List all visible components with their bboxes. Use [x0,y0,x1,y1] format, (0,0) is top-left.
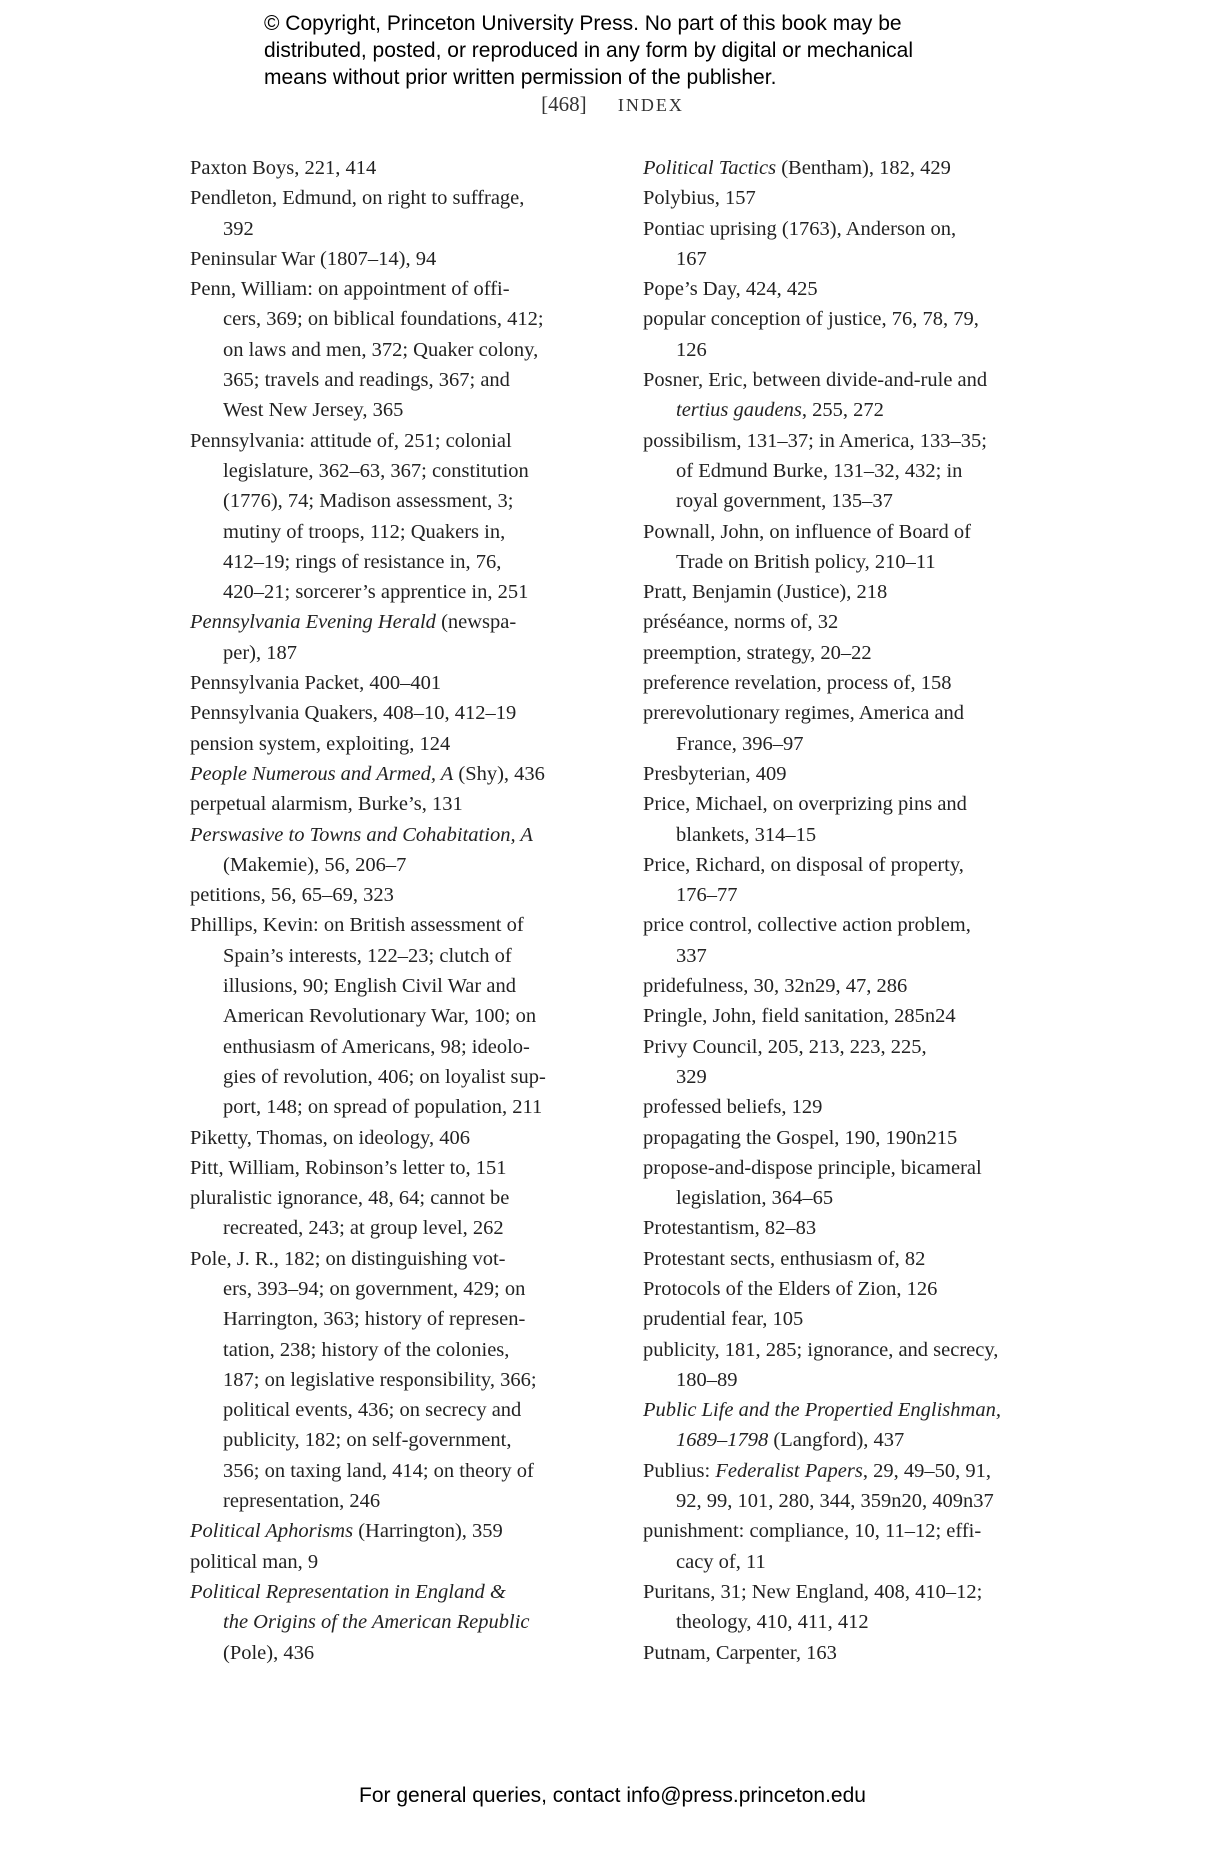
copyright-line: means without prior written permission of the publisher. [264,66,777,89]
copyright-line: © Copyright, Princeton University Press. No part of this book may be [264,12,902,35]
index-entry [190,1516,620,1546]
index-entry-line: pridefulness, 30, 32n29, 47, 286 [643,975,908,998]
index-entry-line: blankets, 314–15 [676,823,817,846]
index-entry [643,1304,1073,1334]
index-entry-line: Pennsylvania Quakers, 408–10, 412–19 [190,702,517,725]
page-number: [468] [541,92,587,116]
index-entry-line [643,153,1073,183]
index-entry [643,1032,1073,1093]
index-entry-line: Pratt, Benjamin (Justice), 218 [643,581,888,604]
italic-title: 1689–1798 [676,1429,769,1452]
index-entry-line: (Pole), 436 [223,1641,315,1664]
index-entry [190,698,620,728]
index-entry-line: Paxton Boys, 221, 414 [190,157,377,179]
index-entry-line: publicity, 181, 285; ignorance, and secrecy, [643,1338,999,1361]
index-entry-line: Pendleton, Edmund, on right to suffrage, [190,187,525,210]
index-entry [190,1183,620,1244]
index-entry-line: Posner, Eric, between divide-and-rule and [643,369,988,392]
index-entry [190,729,620,759]
index-entry-line: propagating the Gospel, 190, 190n215 [643,1126,958,1149]
copyright-line: distributed, posted, or reproduced in any form by digital or mechanical [264,39,914,62]
index-entry-line: legislation, 364–65 [676,1187,834,1210]
index-entry [643,1092,1073,1122]
index-entry [190,820,620,881]
index-entry-line: legislature, 362–63, 367; constitution [223,459,529,482]
index-entry [643,1395,1073,1456]
italic-title: Pennsylvania Evening Herald [190,611,436,634]
index-entry-line [190,820,620,850]
index-entry [643,1577,1073,1638]
index-entry-line: Pringle, John, field sanitation, 285n24 [643,1005,956,1028]
index-entry [643,365,1073,426]
index-entry [643,214,1073,275]
italic-title: People Numerous and Armed, A [190,762,454,785]
text-run: (Harrington), 359 [353,1520,503,1543]
index-entry [643,517,1073,578]
index-entry-line: Putnam, Carpenter, 163 [643,1641,837,1664]
index-entry-line: Spain’s interests, 122–23; clutch of [223,944,512,967]
index-entry-line: theology, 410, 411, 412 [676,1611,869,1634]
section-title: INDEX [617,95,684,115]
index-entry-line [190,759,620,789]
index-entry-line: Pontiac uprising (1763), Anderson on, [643,217,957,240]
index-entry-line: professed beliefs, 129 [643,1096,823,1119]
index-entry-line: pension system, exploiting, 124 [190,732,451,755]
index-entry-line: 329 [676,1065,707,1088]
index-entry [190,1547,620,1577]
index-entry-line: Trade on British policy, 210–11 [676,550,936,573]
index-entry-line: prudential fear, 105 [643,1308,804,1331]
index-entry [643,426,1073,517]
text-run: (Shy), 436 [453,762,545,785]
index-entry [190,274,620,425]
index-entry [643,607,1073,637]
index-entry-line: prerevolutionary regimes, America and [643,702,965,725]
index-entry [643,274,1073,304]
index-entry-line [190,1577,620,1607]
index-entry-line: per), 187 [223,641,298,664]
index-entry [190,789,620,819]
index-entry-line: 365; travels and readings, 367; and [223,369,510,392]
index-entry-line: possibilism, 131–37; in America, 133–35; [643,429,987,452]
index-entry-line: Piketty, Thomas, on ideology, 406 [190,1126,470,1149]
index-entry-line: cers, 369; on biblical foundations, 412; [223,308,544,331]
index-entry-line: Pole, J. R., 182; on distinguishing vot- [190,1247,506,1270]
index-entry-line [643,1425,1073,1455]
index-entry-line: punishment: compliance, 10, 11–12; effi- [643,1520,982,1543]
index-entry [643,577,1073,607]
index-entry [190,426,620,608]
italic-title: tertius gaudens [676,399,802,422]
index-entry [643,789,1073,850]
index-entry-line: petitions, 56, 65–69, 323 [190,884,394,907]
index-entry-line: ers, 393–94; on government, 429; on [223,1277,526,1300]
index-entry-line [643,1395,1073,1425]
index-entry [190,1153,620,1183]
index-entry-line: Peninsular War (1807–14), 94 [190,247,437,270]
index-entry-line [643,1456,1073,1486]
index-entry-line [190,607,620,637]
index-entry [190,880,620,910]
index-entry-line [190,1516,620,1546]
index-entry [643,698,1073,759]
index-entry [190,668,620,698]
index-entry-line: tation, 238; history of the colonies, [223,1338,510,1361]
index-entry-line: royal government, 135–37 [676,490,893,513]
index-entry-line: 337 [676,944,707,967]
text-run: Publius: [643,1459,716,1482]
index-entry-line: perpetual alarmism, Burke’s, 131 [190,793,463,816]
index-entry-line: Phillips, Kevin: on British assessment of [190,914,524,937]
index-entry-line: illusions, 90; English Civil War and [223,975,516,998]
index-entry-line: propose-and-dispose principle, bicameral [643,1156,982,1179]
index-entry [643,1153,1073,1214]
index-entry-line: 392 [223,217,254,240]
index-entry [643,971,1073,1001]
index-entry [190,1577,620,1668]
index-entry [190,153,620,183]
index-entry-line: representation, 246 [223,1490,381,1513]
index-column-left [190,153,620,1668]
italic-title: Political Representation in England & [190,1580,506,1603]
index-entry-line: 412–19; rings of resistance in, 76, [223,550,502,573]
index-entry [643,910,1073,971]
text-run: , 255, 272 [801,399,884,422]
italic-title: Political Aphorisms [190,1520,354,1543]
text-run: , 29, 49–50, 91, [862,1459,991,1482]
index-entry-line: 356; on taxing land, 414; on theory of [223,1459,534,1482]
index-entry-line: 176–77 [676,884,738,907]
index-entry-line: Price, Michael, on overprizing pins and [643,793,967,816]
italic-title: the Origins of the American Republic [223,1611,530,1634]
index-entry [643,1516,1073,1577]
index-entry-line: Pownall, John, on influence of Board of [643,520,971,543]
index-entry [190,183,620,244]
index-entry [643,153,1073,183]
index-entry [643,183,1073,213]
running-head [0,92,1225,117]
index-entry-line: recreated, 243; at group level, 262 [223,1217,504,1240]
index-entry [190,244,620,274]
index-entry-line: Pennsylvania: attitude of, 251; colonial [190,429,512,452]
index-entry-line: Protestant sects, enthusiasm of, 82 [643,1247,926,1270]
index-entry-line: Polybius, 157 [643,187,756,210]
index-entry-line: pluralistic ignorance, 48, 64; cannot be [190,1187,510,1210]
index-entry-line [643,395,1073,425]
index-entry [643,1335,1073,1396]
index-entry-line: Protocols of the Elders of Zion, 126 [643,1277,938,1300]
index-entry-line: of Edmund Burke, 131–32, 432; in [676,459,963,482]
index-entry [643,1244,1073,1274]
footer-contact: For general queries, contact info@press.princeton.edu [359,1784,866,1807]
index-entry [190,1123,620,1153]
index-entry-line: Pitt, William, Robinson’s letter to, 151 [190,1156,507,1179]
italic-title: Public Life and the Propertied Englishman, [643,1399,1001,1422]
index-entry-line: Pope’s Day, 424, 425 [643,278,818,301]
index-entry [643,638,1073,668]
text-run: (newspa- [435,611,517,634]
index-entry-line: price control, collective action problem, [643,914,971,937]
index-entry-line: 187; on legislative responsibility, 366; [223,1368,537,1391]
index-entry [643,1123,1073,1153]
index-entry [643,1001,1073,1031]
index-entry [643,1638,1073,1668]
index-entry [643,668,1073,698]
index-entry [643,304,1073,365]
index-entry-line: preemption, strategy, 20–22 [643,641,872,664]
italic-title: Federalist Papers [715,1459,863,1482]
index-entry-line: (Makemie), 56, 206–7 [223,853,407,876]
index-entry-line: Harrington, 363; history of represen- [223,1308,526,1331]
index-entry [190,910,620,1122]
index-entry [190,1244,620,1517]
index-entry-line: 420–21; sorcerer’s apprentice in, 251 [223,581,529,604]
index-entry [643,759,1073,789]
index-entry-line [190,1607,620,1637]
index-entry-line: 167 [676,247,707,270]
text-run: (Langford), 437 [768,1429,905,1452]
index-entry [190,759,620,789]
copyright-notice [264,10,913,91]
index-entry-line: Penn, William: on appointment of offi- [190,278,510,301]
index-entry-line: Privy Council, 205, 213, 223, 225, [643,1035,927,1058]
index-entry-line: France, 396–97 [676,732,804,755]
index-entry-line: political man, 9 [190,1550,319,1573]
index-entry-line: enthusiasm of Americans, 98; ideolo- [223,1035,530,1058]
index-entry-line: publicity, 182; on self-government, [223,1429,512,1452]
index-entry-line: Pennsylvania Packet, 400–401 [190,672,442,695]
italic-title: Perswasive to Towns and Cohabitation, A [190,823,533,846]
index-entry [643,1456,1073,1517]
index-entry [643,850,1073,911]
index-entry-line: cacy of, 11 [676,1550,766,1573]
text-run: (Bentham), 182, 429 [776,157,951,179]
index-entry-line: port, 148; on spread of population, 211 [223,1096,543,1119]
index-entry-line: Price, Richard, on disposal of property, [643,853,964,876]
index-entry-line: 92, 99, 101, 280, 344, 359n20, 409n37 [676,1490,994,1513]
index-entry-line: mutiny of troops, 112; Quakers in, [223,520,506,543]
italic-title: Political Tactics [643,157,777,179]
index-entry-line: Puritans, 31; New England, 408, 410–12; [643,1580,983,1603]
index-entry-line: popular conception of justice, 76, 78, 79, [643,308,979,331]
index-entry [190,607,620,668]
index-entry-line: gies of revolution, 406; on loyalist sup- [223,1065,546,1088]
index-entry-line: (1776), 74; Madison assessment, 3; [223,490,514,513]
index-entry-line: political events, 436; on secrecy and [223,1399,522,1422]
index-entry-line: Presbyterian, 409 [643,762,787,785]
index-column-right [643,153,1073,1668]
index-entry [643,1274,1073,1304]
index-entry-line: on laws and men, 372; Quaker colony, [223,338,539,361]
index-entry-line: préséance, norms of, 32 [643,611,839,634]
index-entry-line: 126 [676,338,707,361]
index-entry [643,1213,1073,1243]
index-entry-line: Protestantism, 82–83 [643,1217,817,1240]
index-entry-line: American Revolutionary War, 100; on [223,1005,537,1028]
index-entry-line: West New Jersey, 365 [223,399,404,422]
index-entry-line: preference revelation, process of, 158 [643,672,952,695]
index-entry-line: 180–89 [676,1368,738,1391]
